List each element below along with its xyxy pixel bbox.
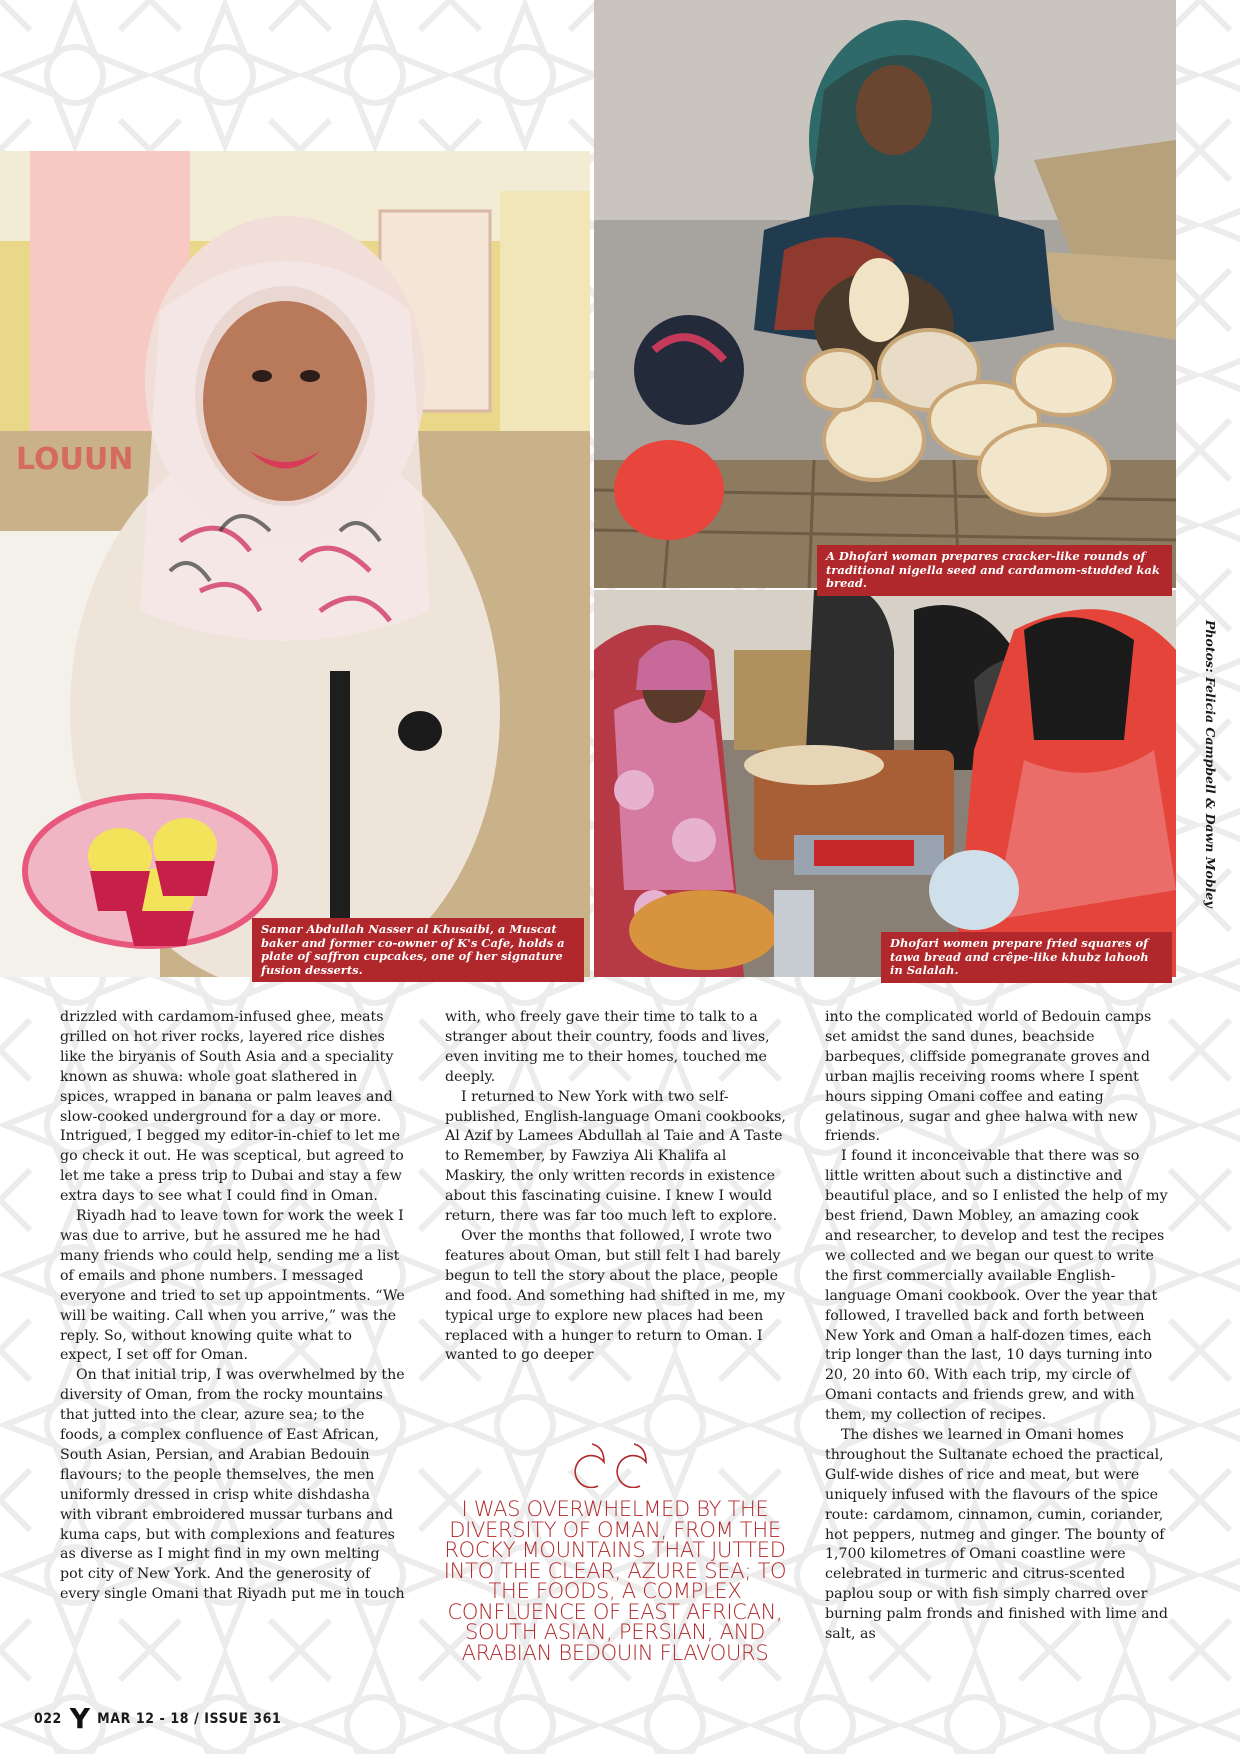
photo-credit: Photos: Felicia Campbell & Dawn Mobley — [1203, 620, 1218, 908]
caption-baker: Samar Abdullah Nasser al Khusaibi, a Muscat baker and former co-owner of K's Cafe, holds a plate of saffron cupcakes, one of her signature fusion desserts. — [252, 918, 584, 982]
article-paragraph: with, who freely gave their time to talk to a stranger about their country, foods and lives, even inviting me to their homes, touched me deeply. — [445, 1009, 770, 1085]
article-paragraph: drizzled with cardamom-infused ghee, meats grilled on hot river rocks, layered rice dishes like the biryanis of South Asia and a speciality known as shuwa: whole goat slathered in spices, wrapped in banana or palm leaves and slow-cooked underground for a day or more. Intrigued, I begged my editor-in-chief to let me go check it out. He was sceptical, but agreed to let me take a press trip to Dubai and stay a few extra days to see what I could find in Oman. — [60, 1009, 404, 1205]
article-paragraph: On that initial trip, I was overwhelmed by the diversity of Oman, from the rocky mountains that jutted into the clear, azure sea; to the foods, a complex confluence of East African, South Asian, Persian, and Arabian Bedouin flavours; to the people themselves, the men uniformly dressed in crisp white dishdasha with vibrant embroidered mussar turbans and kuma caps, but with complexions and features as diverse as I might find in my own melting pot city of New York. And the generosity of every single Omani that Riyadh put me in touch — [60, 1367, 405, 1603]
article-column-2 — [445, 1008, 790, 1366]
article-column-1 — [60, 1008, 405, 1605]
kak-bread-photo — [594, 0, 1176, 588]
dhofari-women-photo — [594, 590, 1176, 977]
magazine-logo: Y — [69, 1702, 90, 1735]
quote-mark-icon — [568, 1442, 648, 1488]
article-paragraph: Riyadh had to leave town for work the week I was due to arrive, but he assured me he had many friends who could help, sending me a list of emails and phone numbers. I messaged everyone and tried to set up appointments. “We will be waiting. Call when you arrive,” was the reply. So, without knowing quite what to expect, I set off for Oman. — [60, 1208, 405, 1364]
baker-photo — [0, 151, 590, 977]
article-paragraph: I returned to New York with two self-published, English-language Omani cookbooks, Al Azif by Lamees Abdullah al Taie and A Taste to Remember, by Fawziya Ali Khalifa al Maskiry, the only written records in existence about this fascinating cuisine. I knew I would return, there was far too much left to explore. — [445, 1088, 786, 1225]
article-paragraph: I found it inconceivable that there was so little written about such a distinctive and beautiful place, and so I enlisted the help of my best friend, Dawn Mobley, an amazing cook and researcher, to develop and test the recipes we collected and we began our quest to write the first commercially available English-language Omani cookbook. Over the year that followed, I travelled back and forth between New York and Oman a half-dozen times, each trip longer than the last, 10 days turning into 20, 20 into 60. With each trip, my circle of Omani contacts and friends grew, and with them, my collection of recipes. — [825, 1148, 1168, 1424]
issue-info: MAR 12 - 18 / ISSUE 361 — [97, 1711, 282, 1727]
caption-kak-bread: A Dhofari woman prepares cracker-like rounds of traditional nigella seed and cardamom-studded kak bread. — [817, 545, 1172, 596]
article-column-3 — [825, 1008, 1170, 1645]
article-paragraph: into the complicated world of Bedouin camps set amidst the sand dunes, beachside barbeques, cliffside pomegranate groves and urban majlis receiving rooms where I spent hours sipping Omani coffee and eating gelatinous, sugar and ghee halwa with new friends. — [825, 1009, 1152, 1145]
svg-text:LOUUN: LOUUN — [16, 442, 134, 477]
caption-dhofari-women: Dhofari women prepare fried squares of tawa bread and crêpe-like khubz lahooh in Salalah. — [881, 932, 1172, 983]
article-paragraph: Over the months that followed, I wrote two features about Oman, but still felt I had barely begun to tell the story about the place, people and food. And something had shifted in me, my typical urge to explore new places had been replaced with a hunger to return to Oman. I wanted to go deeper — [445, 1227, 785, 1364]
pull-quote: I WAS OVERWHELMED BY THE DIVERSITY OF OMAN, FROM THE ROCKY MOUNTAINS THAT JUTTED INTO THE CLEAR, AZURE SEA; TO THE FOODS, A COMPLEX CONFLUENCE OF EAST AFRICAN, SOUTH ASIAN, PERSIAN, AND ARABIAN BEDOUIN FLAVOURS — [443, 1497, 787, 1665]
page-number: 022 — [34, 1711, 62, 1727]
page-footer — [34, 1702, 282, 1735]
article-paragraph: The dishes we learned in Omani homes throughout the Sultanate echoed the practical, Gulf-wide dishes of rice and meat, but were uniquely infused with the flavours of the spice route: cardamom, cinnamon, cumin, coriander, hot peppers, nutmeg and ginger. The bounty of 1,700 kilometres of Omani coastline were celebrated in turmeric and citrus-scented paplou soup or with fish simply charred over burning palm fronds and finished with lime and salt, as — [825, 1427, 1168, 1643]
